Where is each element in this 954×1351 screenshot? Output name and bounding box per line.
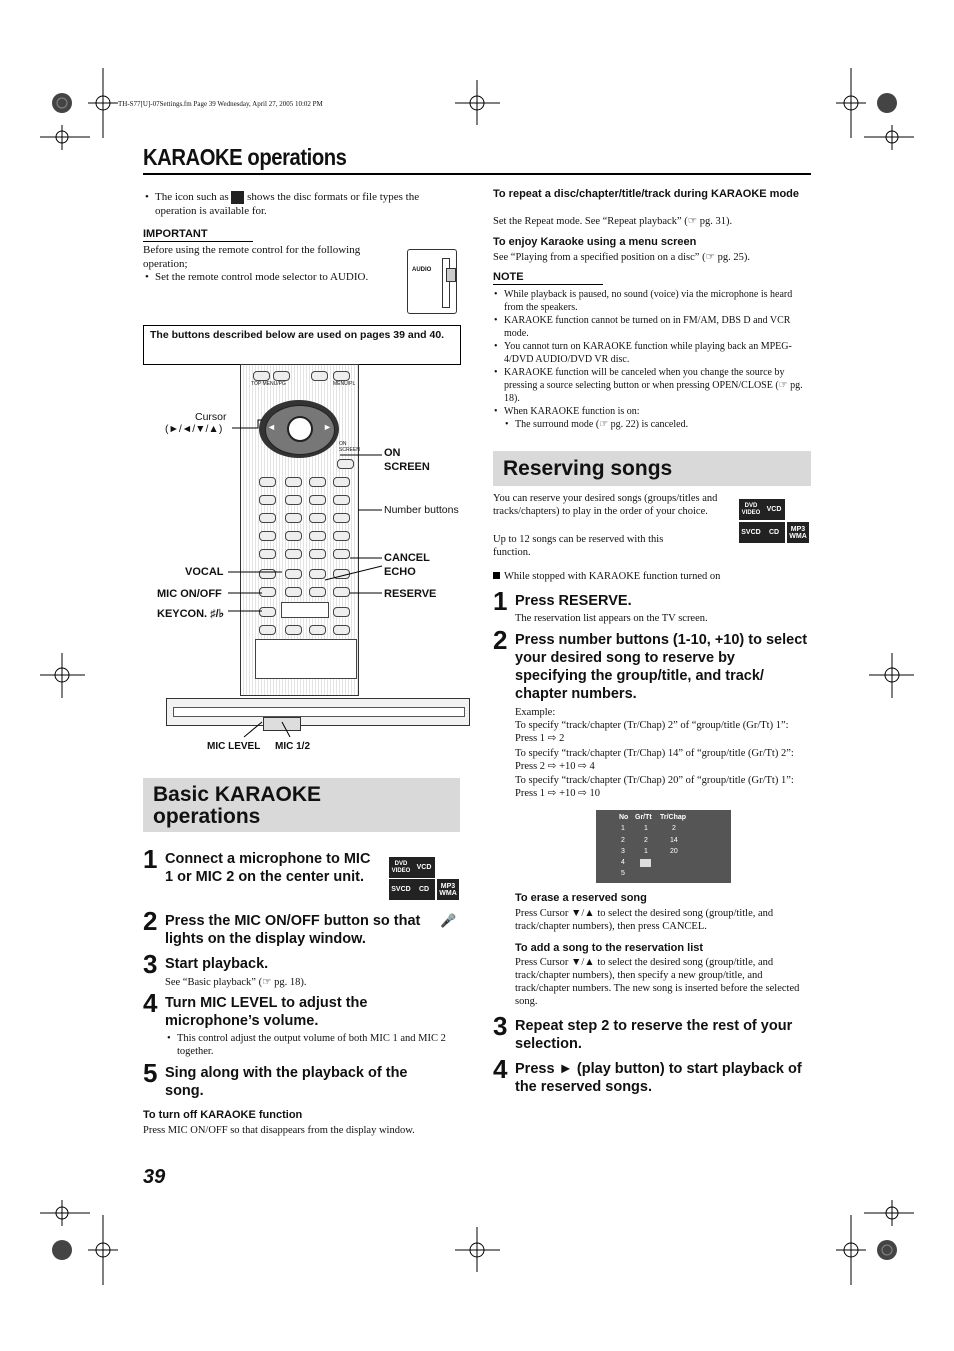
- table-cell: 2: [621, 837, 625, 844]
- basic-step-4-number: 4: [143, 988, 158, 1018]
- note-item: • While playback is paused, no sound (voice) via the microphone is heard from the speakers.: [504, 288, 811, 314]
- table-cell: 5: [621, 870, 625, 877]
- basic-section-title: Basic KARAOKE operations: [153, 783, 322, 828]
- basic-section-header: [143, 778, 460, 832]
- cursor-right-icon: ►: [323, 422, 332, 432]
- note-sub-item-text: The surround mode (☞ pg. 22) is canceled.: [515, 419, 689, 430]
- microphone-icon: 🎤: [440, 913, 457, 928]
- table-cell: 1: [644, 825, 648, 832]
- selection-cursor: [640, 859, 651, 867]
- example-2: To specify “track/chapter (Tr/Chap) 14” of “group/title (Gr/Tt) 2”: Press 2 ⇨ +10 ⇨ 4: [515, 748, 794, 772]
- basic-step-5-title: Sing along with the playback of the song.: [165, 1065, 408, 1099]
- repeat-text: Set the Repeat mode. See “Repeat playback” (☞ pg. 31).: [493, 216, 733, 227]
- table-cell: 1: [644, 848, 648, 855]
- table-cell: 20: [670, 848, 678, 855]
- format-badge-mp3: MP3 WMA: [437, 879, 459, 900]
- add-text: Press Cursor ▼/▲ to select the desired song (group/title, and track/chapter numbers), then specify a new group/title, and track/chapter numbers. The new song is inserted before the selected song.: [515, 957, 800, 1007]
- reserve-step-3-number: 3: [493, 1011, 508, 1041]
- reserve-step-2-title: Press number buttons (1-10, +10) to select your desired song to reserve by specifying the group/title, and track/ chapter numbers.: [515, 632, 808, 702]
- cursor-left-icon: ◄: [267, 422, 276, 432]
- note-item: • You cannot turn on KARAOKE function while playing back an MPEG-4/DVD AUDIO/DVD VR disc.: [504, 340, 811, 366]
- table-cell: 3: [621, 848, 625, 855]
- remote-on-screen-mini: ON SCREEN: [339, 441, 360, 453]
- note-heading: NOTE: [493, 271, 524, 283]
- reserve-step-4-title: Press ► (play button) to start playback of the reserved songs.: [515, 1061, 802, 1095]
- label-cursor-symbols: (►/◄/▼/▲): [165, 423, 223, 435]
- intro-text-post: shows the disc formats or file types the operation is available for.: [155, 191, 420, 217]
- while-stopped-line: [493, 570, 720, 583]
- menu-screen-text: See “Playing from a specified position on a disc” (☞ pg. 25).: [493, 252, 750, 263]
- remote-menu-pl-label: MENU/PL: [333, 381, 356, 387]
- reserve-step-1-number: 1: [493, 586, 508, 616]
- format-badge-vcd: VCD: [413, 857, 435, 878]
- label-mic-12: MIC 1/2: [275, 741, 311, 752]
- note-rule: [493, 284, 603, 285]
- basic-step-2-number: 2: [143, 906, 158, 936]
- table-header-grtt: Gr/Tt: [635, 814, 652, 821]
- page-number: 39: [143, 1166, 166, 1188]
- basic-step-5-number: 5: [143, 1058, 158, 1088]
- reserve-step-4-number: 4: [493, 1054, 508, 1084]
- label-cancel: CANCEL: [384, 552, 430, 564]
- example-label: Example:: [515, 707, 556, 718]
- intro-text-pre: The icon such as: [155, 191, 229, 204]
- table-cell: 2: [644, 837, 648, 844]
- basic-step-1-number: 1: [143, 844, 158, 874]
- buttons-note-box: The buttons described below are used on pages 39 and 40.: [143, 325, 461, 365]
- reservation-list-screen: [596, 810, 731, 883]
- turn-off-heading: To turn off KARAOKE function: [143, 1109, 303, 1121]
- format-badge-mp3: MP3 WMA: [787, 522, 809, 543]
- important-bullet-text: • Set the remote control mode selector to AUDIO.: [155, 271, 403, 285]
- reserve-step-3-title: Repeat step 2 to reserve the rest of your selection.: [515, 1018, 793, 1052]
- basic-step-4-note: [165, 1032, 450, 1058]
- table-cell: 14: [670, 837, 678, 844]
- page-title: KARAOKE operations: [143, 144, 347, 170]
- format-badge-vcd: VCD: [763, 499, 785, 520]
- add-heading: To add a song to the reservation list: [515, 942, 704, 954]
- square-bullet-icon: [493, 572, 500, 579]
- format-badge-cd: CD: [413, 879, 435, 900]
- label-number-buttons: Number buttons: [384, 504, 459, 516]
- table-cell: 4: [621, 859, 625, 866]
- table-cell: 2: [672, 825, 676, 832]
- reserving-section-header: [493, 451, 811, 486]
- note-list: [493, 288, 811, 431]
- note-item: • KARAOKE function will be canceled when you change the source by pressing a source selecting button or when pressing OPEN/CLOSE (☞ pg. 18).: [504, 366, 811, 405]
- label-keycon: KEYCON. ♯/♭: [157, 608, 224, 620]
- format-badge-dvd: DVD VIDEO: [739, 499, 763, 520]
- format-badge-svcd: SVCD: [389, 879, 413, 900]
- label-mic-level: MIC LEVEL: [207, 741, 261, 752]
- reserving-intro: You can reserve your desired songs (groups/titles and tracks/chapters) to play in the order of your choice.: [493, 493, 718, 517]
- important-text: Before using the remote control for the following operation;: [143, 244, 361, 270]
- example-3: To specify “track/chapter (Tr/Chap) 20” of “group/title (Gr/Tt) 1”: Press 1 ⇨ +10 ⇨ 10: [515, 775, 794, 799]
- table-header-trchap: Tr/Chap: [660, 814, 687, 821]
- basic-step-3-title: Start playback.: [165, 956, 269, 972]
- table-header-no: No: [619, 814, 629, 821]
- menu-screen-heading: To enjoy Karaoke using a menu screen: [493, 236, 697, 248]
- basic-step-3-number: 3: [143, 949, 158, 979]
- switch-label: AUDIO: [412, 267, 432, 273]
- basic-step-3-note: See “Basic playback” (☞ pg. 18).: [165, 977, 307, 988]
- label-cursor: Cursor: [195, 411, 227, 423]
- example-1: To specify “track/chapter (Tr/Chap) 2” of “group/title (Gr/Tt) 1”: Press 1 ⇨ 2: [515, 720, 789, 744]
- reserve-step-1-title: Press RESERVE.: [515, 593, 632, 609]
- table-cell: 1: [621, 825, 625, 832]
- format-badge-svcd: SVCD: [739, 522, 763, 543]
- basic-step-4-title: Turn MIC LEVEL to adjust the microphone’s volume.: [165, 995, 368, 1029]
- turn-off-text: Press MIC ON/OFF so that disappears from the display window.: [143, 1125, 415, 1136]
- basic-step-4-note-text: • This control adjust the output volume of both MIC 1 and MIC 2 together.: [177, 1032, 450, 1058]
- reserving-section-title: Reserving songs: [503, 457, 673, 480]
- note-item: • When KARAOKE function is on:: [504, 405, 811, 418]
- label-echo: ECHO: [384, 566, 416, 578]
- label-reserve: RESERVE: [384, 588, 437, 600]
- erase-text: Press Cursor ▼/▲ to select the desired song (group/title, and track/chapter numbers), then press CANCEL.: [515, 908, 774, 932]
- reserve-step-2-number: 2: [493, 625, 508, 655]
- reserve-step-1-note: The reservation list appears on the TV screen.: [515, 613, 708, 624]
- basic-step-1-title: Connect a microphone to MIC 1 or MIC 2 on the center unit.: [165, 851, 371, 885]
- label-on-screen: ON SCREEN: [384, 447, 430, 473]
- label-mic-on-off: MIC ON/OFF: [157, 588, 222, 600]
- format-badge-dvd: DVD VIDEO: [389, 857, 413, 878]
- important-heading: IMPORTANT: [143, 228, 208, 240]
- erase-heading: To erase a reserved song: [515, 892, 647, 904]
- note-sub-item: • The surround mode (☞ pg. 22) is canceled.: [505, 419, 689, 430]
- file-header-meta: TH-S77[U]-07Settings.fm Page 39 Wednesday, April 27, 2005 10:02 PM: [118, 100, 323, 108]
- repeat-heading: To repeat a disc/chapter/title/track during KARAOKE mode: [493, 188, 800, 200]
- remote-top-menu-label: TOP MENU/PG: [251, 381, 286, 387]
- while-stopped-text: While stopped with KARAOKE function turned on: [504, 571, 721, 582]
- basic-step-2-title: Press the MIC ON/OFF button so that lights on the display window.: [165, 913, 421, 947]
- format-badge-cd: CD: [763, 522, 785, 543]
- reserving-intro-2: Up to 12 songs can be reserved with this function.: [493, 534, 664, 558]
- note-item: • KARAOKE function cannot be turned on in FM/AM, DBS D and VCR mode.: [504, 314, 811, 340]
- label-vocal: VOCAL: [185, 566, 224, 578]
